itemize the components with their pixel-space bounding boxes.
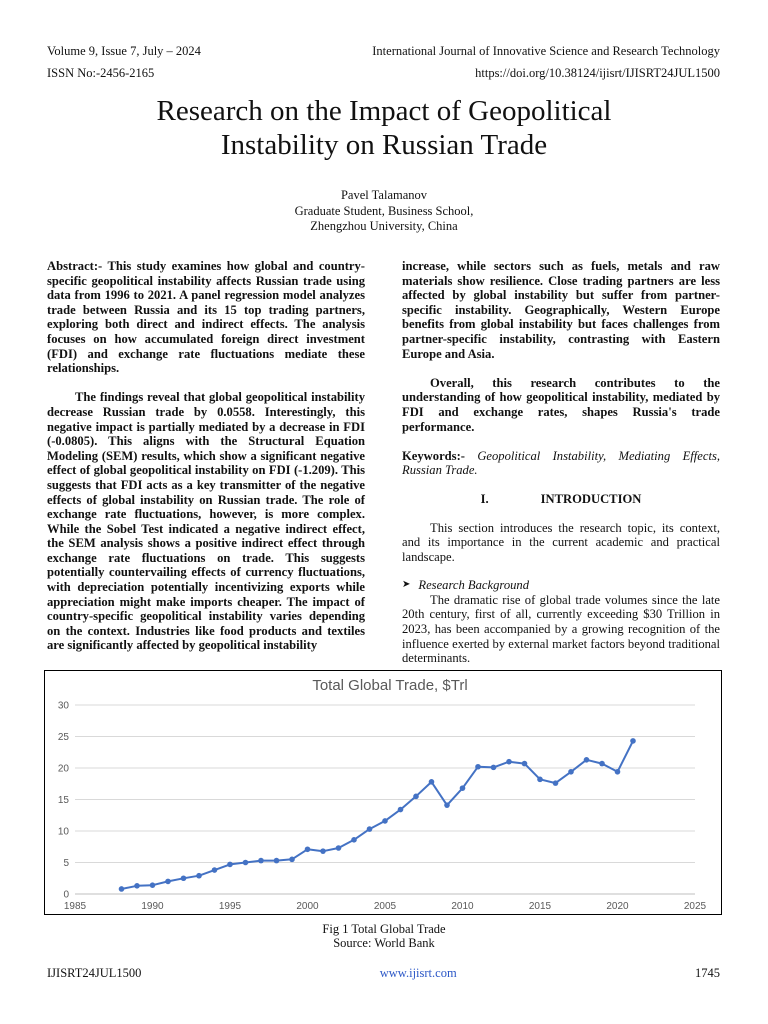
x-tick-label: 2000	[296, 901, 319, 912]
chart-title: Total Global Trade, $Trl	[312, 677, 468, 694]
data-point	[227, 862, 233, 868]
background-paragraph: The dramatic rise of global trade volumes since the late 20th century, first of all, currently exceeding $30 Trillion in 2023, has been accompanied by a growing recognition of the influence exerted by external market factors beyond traditional determinants.	[402, 592, 720, 666]
data-point	[382, 818, 388, 824]
data-point	[460, 785, 466, 791]
y-tick-label: 10	[57, 826, 69, 838]
data-point	[320, 848, 326, 854]
x-tick-label: 2020	[606, 901, 629, 912]
data-point	[506, 759, 512, 765]
paper-title	[0, 94, 768, 162]
data-point	[367, 826, 373, 832]
section-heading	[402, 492, 720, 507]
author-block	[0, 188, 768, 235]
chart-frame	[44, 670, 722, 915]
footer-site-link[interactable]: www.ijisrt.com	[379, 966, 457, 980]
data-point	[537, 777, 543, 783]
data-point	[243, 860, 249, 866]
data-point	[289, 857, 295, 863]
issn: ISSN No:-2456-2165	[47, 66, 155, 80]
abstract-paragraph-3: increase, while sectors such as fuels, metals and raw materials show resilience. Close trading partners are less affected by global instability but suffer from partner-specific instability. Geographically, Western Europe benefits from global instability but faces challenges from partner-specific instability, contrasting with Eastern Europe and Asia.	[402, 259, 720, 361]
data-point	[351, 837, 357, 843]
data-point	[630, 738, 636, 744]
x-tick-label: 1985	[63, 901, 87, 912]
author-affiliation-2: Zhengzhou University, China	[310, 219, 458, 233]
data-point	[165, 879, 171, 885]
y-tick-label: 15	[57, 795, 69, 806]
title-line-2: Instability on Russian Trade	[220, 129, 548, 161]
abstract-paragraph-1: Abstract:- This study examines how global and country-specific geopolitical instability affects Russian trade using data from 1996 to 2021. A panel regression model analyzes trade between Russia and its 15 top trading partners, exploring both direct and indirect effects. The analysis focuses on how accumulated foreign direct investment (FDI) and exchange rate fluctuations mediate these relationships.	[47, 259, 365, 376]
data-point	[196, 873, 202, 879]
author-affiliation-1: Graduate Student, Business School,	[294, 203, 474, 218]
data-point	[258, 858, 264, 864]
data-point	[615, 769, 621, 775]
series-line	[122, 741, 634, 889]
data-point	[119, 886, 125, 892]
keywords	[402, 449, 720, 478]
data-point	[553, 780, 559, 786]
page-footer	[47, 966, 720, 981]
left-column	[47, 259, 365, 653]
figure-caption	[0, 922, 768, 950]
section-number: I.	[480, 491, 489, 506]
y-tick-label: 0	[63, 889, 69, 901]
page-number: 1745	[695, 966, 720, 980]
x-tick-label: 1995	[218, 901, 242, 912]
data-point	[444, 802, 450, 808]
data-point	[398, 807, 404, 813]
subheading-text: Research Background	[418, 578, 530, 593]
x-tick-label: 2015	[528, 901, 552, 912]
x-tick-label: 2005	[373, 901, 397, 912]
section-title: INTRODUCTION	[540, 491, 642, 506]
doi-link[interactable]: https://doi.org/10.38124/ijisrt/IJISRT24JUL1500	[475, 66, 720, 80]
caption-title: Fig 1 Total Global Trade	[322, 922, 446, 936]
abstract-paragraph-4: Overall, this research contributes to the understanding of how geopolitical instability, mediated by FDI and exchange rates, shapes Russia's trade performance.	[402, 375, 720, 434]
data-point	[212, 867, 218, 873]
data-point	[181, 875, 187, 881]
y-tick-label: 30	[57, 700, 69, 712]
y-tick-label: 20	[57, 763, 69, 775]
data-point	[599, 761, 605, 767]
footer-code: IJISRT24JUL1500	[47, 966, 142, 980]
data-point	[475, 764, 481, 770]
right-column	[402, 259, 720, 666]
data-point	[336, 845, 342, 851]
y-tick-label: 5	[63, 858, 69, 869]
data-point	[584, 757, 590, 763]
author-name: Pavel Talamanov	[340, 188, 428, 202]
caption-source: Source: World Bank	[333, 936, 435, 950]
title-line-1: Research on the Impact of Geopolitical	[156, 95, 612, 127]
intro-paragraph: This section introduces the research topic, its context, and its importance in the current academic and practical landscape.	[402, 520, 720, 564]
volume-info: Volume 9, Issue 7, July – 2024	[47, 44, 201, 58]
data-point	[413, 794, 419, 800]
x-tick-label: 2025	[683, 901, 707, 912]
data-point	[274, 858, 280, 864]
total-global-trade-chart	[45, 671, 721, 914]
keywords-label: Keywords:-	[402, 448, 465, 463]
abstract-paragraph-2: The findings reveal that global geopolitical instability decrease Russian trade by 0.0558. Interestingly, this negative impact is partially mediated by a decrease in FDI (-0.0805). This aligns with the Structural Equation Modeling (SEM) results, which show a significant negative effect of global geopolitical instability on FDI (-1.209). This suggests that FDI acts as a key transmitter of the negative effects of global instability on Russian trade. The role of exchange rate fluctuations, however, is more complex. While the Sobel Test indicated a negative indirect effect, the SEM analysis shows a positive indirect effect through exchange rate fluctuations on trade. This suggests potentially countervailing effects of currency fluctuations, with depreciation potentially incentivizing exports while appreciation might make imports cheaper. The impact of country-specific geopolitical instability varies depending on the context. Industries like food products and textiles are significantly affected by geopolitical instability	[47, 390, 365, 653]
keywords-text: Geopolitical Instability, Mediating Effects, Russian Trade.	[402, 448, 720, 478]
x-tick-label: 2010	[451, 901, 474, 912]
data-point	[134, 883, 140, 889]
data-point	[305, 846, 311, 852]
data-point	[429, 779, 435, 785]
arrow-bullet-icon: ➤	[402, 579, 411, 591]
data-point	[568, 769, 574, 775]
data-point	[491, 765, 497, 771]
journal-name: International Journal of Innovative Science and Research Technology	[372, 44, 720, 58]
subheading	[402, 578, 720, 593]
data-point	[522, 761, 528, 767]
x-tick-label: 1990	[141, 901, 164, 912]
data-point	[150, 882, 156, 888]
y-tick-label: 25	[57, 732, 69, 743]
